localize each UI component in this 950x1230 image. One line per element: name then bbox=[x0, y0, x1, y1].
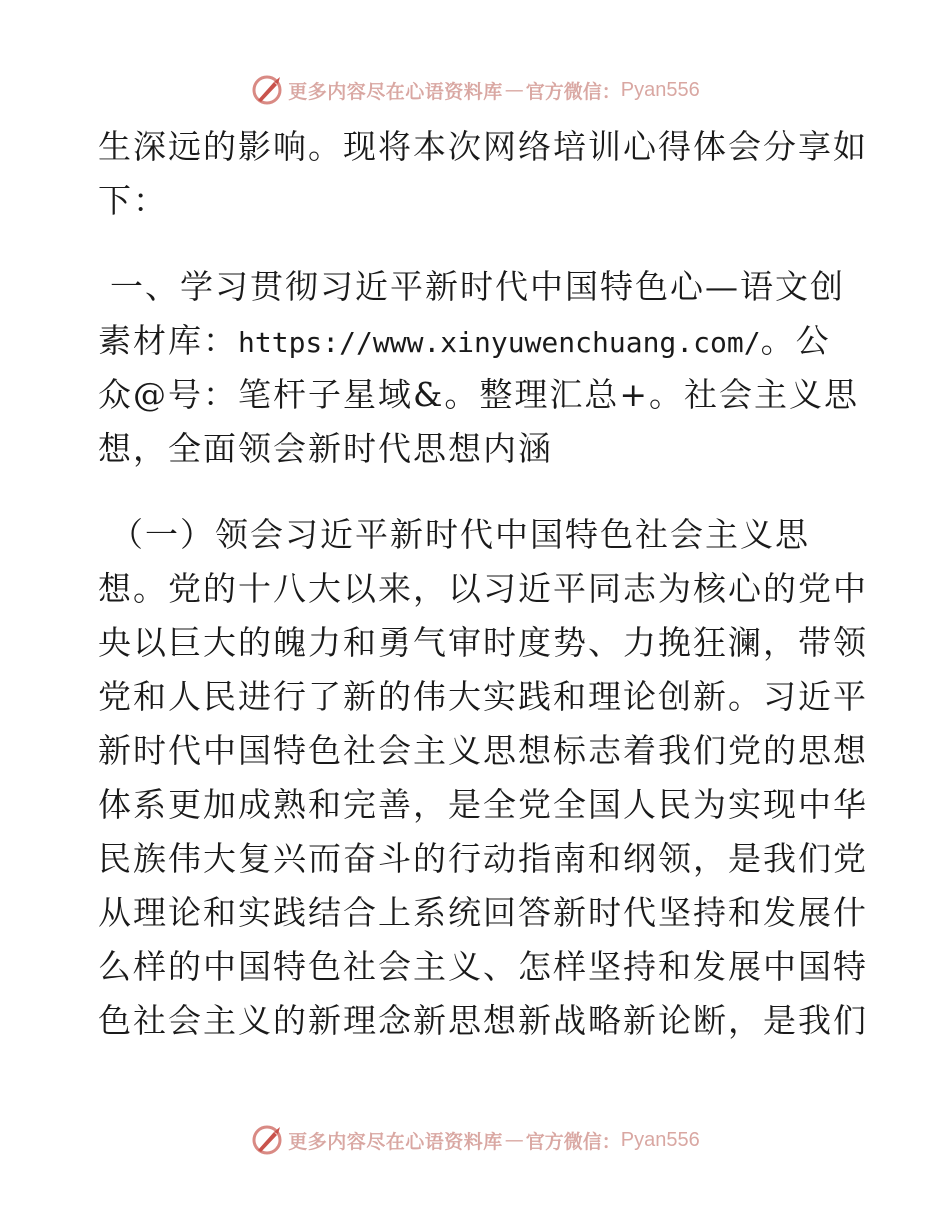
paragraph-line: 央以巨大的魄力和勇气审时度势、力挽狂澜，带领 bbox=[98, 623, 868, 662]
paragraph-line: 想。党的十八大以来，以习近平同志为核心的党中 bbox=[98, 569, 868, 608]
section-heading-line: 想，全面领会新时代思想内涵 bbox=[98, 429, 553, 468]
document-body bbox=[98, 120, 868, 1048]
paragraph-line: 从理论和实践结合上系统回答新时代坚持和发展什 bbox=[98, 893, 868, 932]
quill-circle-logo-icon bbox=[250, 1123, 284, 1157]
watermark-dash: — bbox=[504, 79, 524, 101]
paragraph-line: 生深远的影响。现将本次网络培训心得体会分享如 bbox=[98, 127, 868, 166]
watermark-dash: — bbox=[504, 1129, 524, 1151]
watermark-wechat-handle: Pyan556 bbox=[620, 1128, 700, 1151]
paragraph-line: 体系更加成熟和完善，是全党全国人民为实现中华 bbox=[98, 785, 868, 824]
section-heading-line: 一、学习贯彻习近平新时代中国特色心—语文创 bbox=[110, 267, 845, 306]
watermark-wechat-label: 官方微信： bbox=[525, 80, 621, 103]
paragraph-line: 么样的中国特色社会主义、怎样坚持和发展中国特 bbox=[98, 947, 868, 986]
heading-fragment: 。公 bbox=[760, 321, 831, 360]
quill-circle-logo-icon bbox=[250, 73, 284, 107]
section-heading-line: 众@号：笔杆子星域&。整理汇总+。社会主义思 bbox=[98, 375, 860, 414]
watermark-site-text: 更多内容尽在心语资料库 bbox=[288, 80, 503, 103]
watermark-site-text: 更多内容尽在心语资料库 bbox=[288, 1130, 503, 1153]
paragraph-line: 党和人民进行了新的伟大实践和理论创新。习近平 bbox=[98, 677, 868, 716]
watermark-wechat-label: 官方微信： bbox=[525, 1130, 621, 1153]
paragraph-line: 下： bbox=[98, 181, 168, 220]
paragraph-line: （一）领会习近平新时代中国特色社会主义思 bbox=[110, 515, 810, 554]
paragraph-line: 色社会主义的新理念新思想新战略新论断，是我们 bbox=[98, 1001, 868, 1040]
paragraph-line: 民族伟大复兴而奋斗的行动指南和纲领，是我们党 bbox=[98, 839, 868, 878]
footer-watermark bbox=[0, 1120, 950, 1160]
paragraph-line: 新时代中国特色社会主义思想标志着我们党的思想 bbox=[98, 731, 868, 770]
heading-fragment: 素材库： bbox=[98, 321, 238, 360]
heading-url: https://www.xinyuwenchuang.com/ bbox=[238, 326, 761, 359]
section-heading-line bbox=[98, 314, 868, 368]
watermark-wechat-handle: Pyan556 bbox=[620, 78, 700, 101]
header-watermark bbox=[0, 70, 950, 110]
